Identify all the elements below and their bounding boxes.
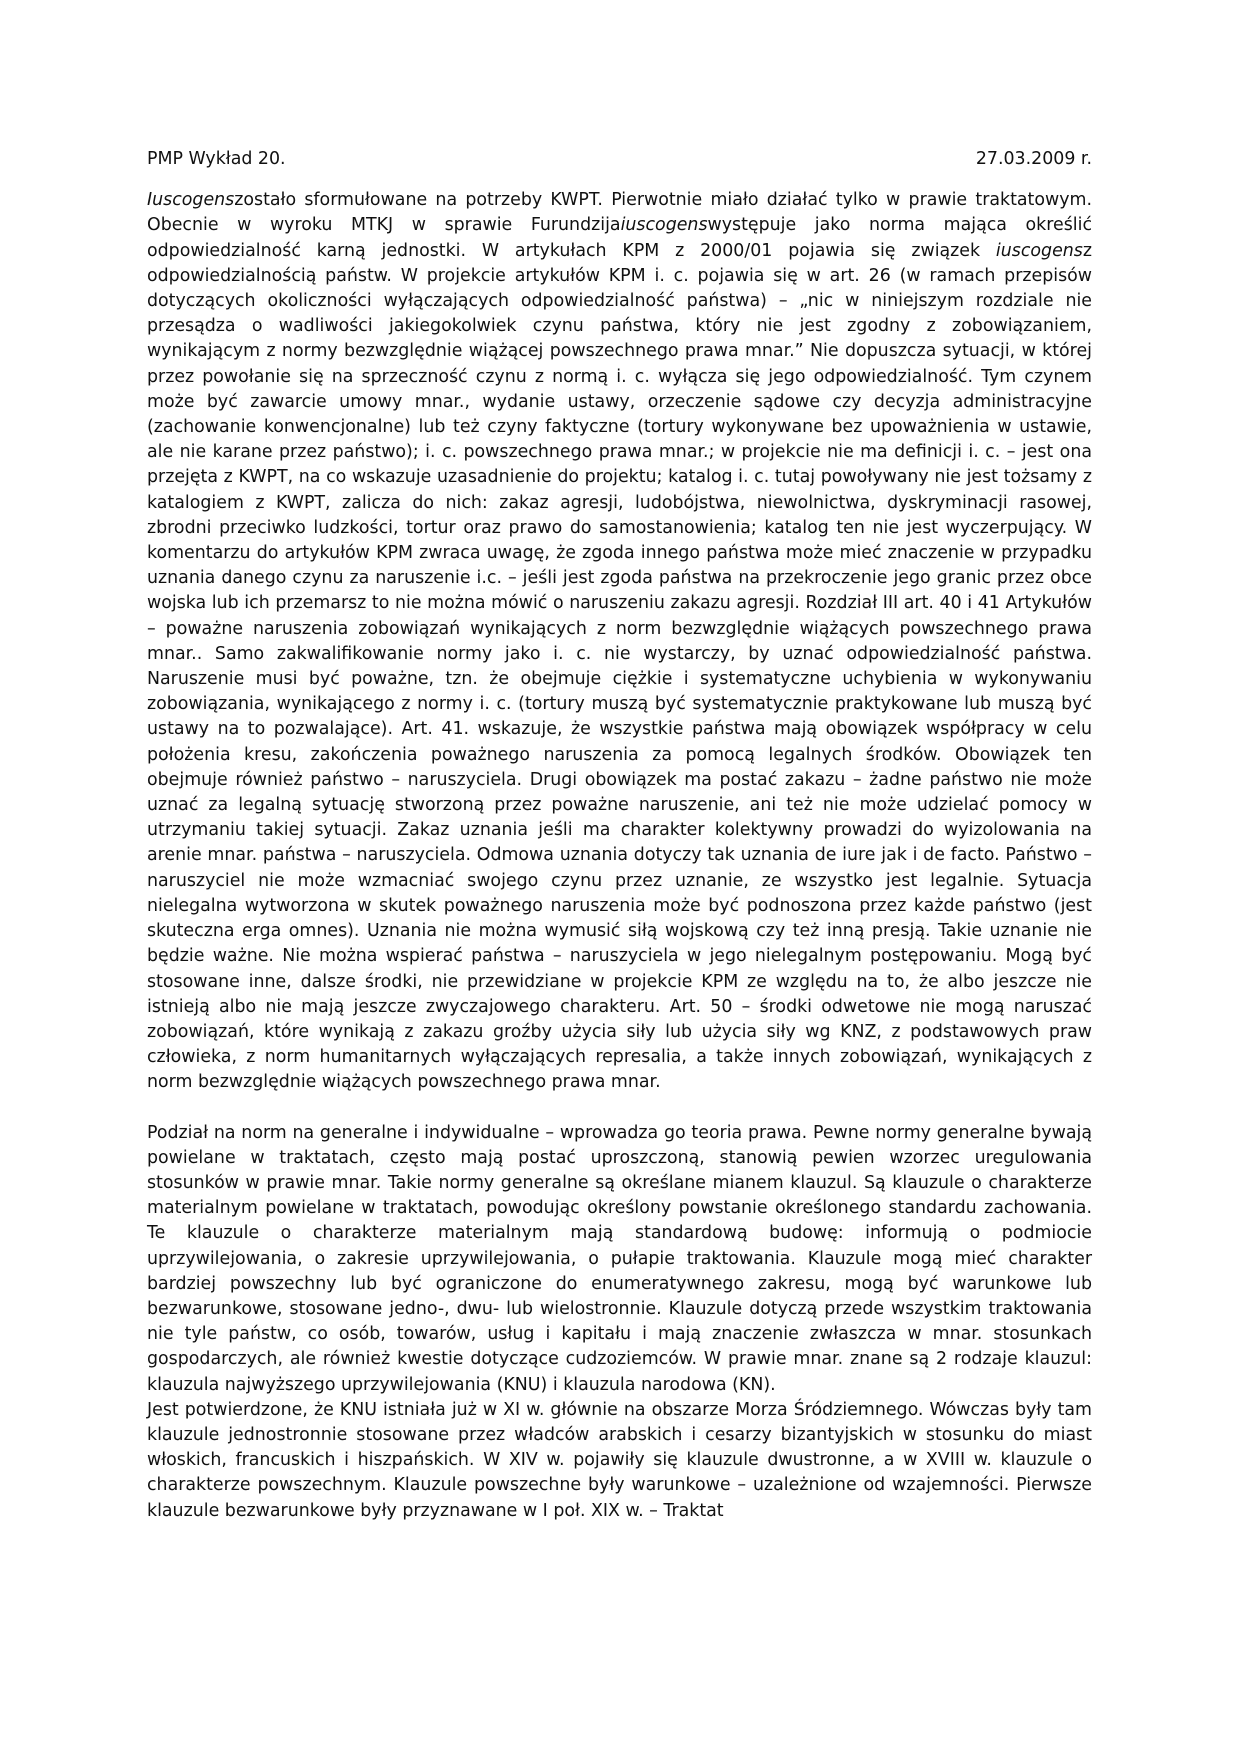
italic-term: iuscogens	[995, 240, 1083, 261]
text-run: Jest potwierdzone, że KNU istniała już w XI w. głównie na obszarze Morza Śródziemnego. Wówczas były tam klauzule jednostronnie stosowane przez władców arabskich i cesarzy bizantyjskich w stosunku do miast włoskich, francuskich i hiszpańskich. W XIV w. pojawiły się klauzule dwustronne, a w XVIII w. klauzule o charakterze powszechnym. Klauzule powszechne były warunkowe – uzależnione od wzajemności. Pierwsze klauzule bezwarunkowe były przyznawane w I poł. XIX w. – Traktat	[147, 1399, 1092, 1521]
lecture-date: 27.03.2009 r.	[975, 149, 1092, 169]
text-run: z odpowiedzialnością państw. W projekcie artykułów KPM i. c. pojawia się w art. 26 (w ramach przepisów dotyczących okoliczności wyłączających odpowiedzialność państwa) – „nic w niniejszym rozdziale nie przesądza o wadliwości jakiegokolwiek czynu państwa, który nie jest zgodny z zobowiązaniem, wynikającym z normy bezwzględnie wiążącej powszechnego prawa mnar.” Nie dopuszcza sytuacji, w której przez powołanie się na sprzeczność czynu z normą i. c. wyłącza się jego odpowiedzialność. Tym czynem może być zawarcie umowy mnar., wydanie ustawy, orzeczenie sądowe czy decyzja administracyjne (zachowanie konwencjonalne) lub też czyny faktyczne (tortury wykonywane bez upoważnienia w ustawie, ale nie karane przez państwo); i. c. powszechnego prawa mnar.; w projekcie nie ma definicji i. c. – jest ona przejęta z KWPT, na co wskazuje uzasadnienie do projektu; katalog i. c. tutaj powoływany nie jest tożsamy z katalogiem z KWPT, zalicza do nich: zakaz agresji, ludobójstwa, niewolnictwa, dyskryminacji rasowej, zbrodni przeciwko ludzkości, tortur oraz prawo do samostanowienia; katalog ten nie jest wyczerpujący. W komentarzu do artykułów KPM zwraca uwagę, że zgoda innego państwa może mieć znaczenie w przypadku uznania danego czynu za naruszenie i.c. – jeśli jest zgoda państwa na przekroczenie jego granic przez obce wojska lub ich przemarsz to nie można mówić o naruszeniu zakazu agresji. Rozdział III art. 40 i 41 Artykułów – poważne naruszenia zobowiązań wynikających z norm bezwzględnie wiążących powszechnego prawa mnar.. Samo zakwalifikowanie normy jako i. c. nie wystarczy, by uznać odpowiedzialność państwa. Naruszenie musi być poważne, tzn. że obejmuje ciężkie i systematyczne uchybienia w wykonywaniu zobowiązania, wynikającego z normy i. c. (tortury muszą być systematycznie praktykowane lub muszą być ustawy na to pozwalające). Art. 41. wskazuje, że wszystkie państwa mają obowiązek współpracy w celu położenia kresu, zakończenia poważnego naruszenia za pomocą legalnych środków. Obowiązek ten obejmuje również państwo – naruszyciela. Drugi obowiązek ma postać zakazu – żadne państwo nie może uznać za legalną sytuację stworzoną przez poważne naruszenie, ani też nie może udzielać pomocy w utrzymaniu takiej sytuacji. Zakaz uznania jeśli ma charakter kolektywny prowadzi do wyizolowania na arenie mnar. państwa – naruszyciela. Odmowa uznania dotyczy tak uznania de iure jak i de facto. Państwo – naruszyciel nie może wzmacniać swojego czynu przez uznanie, ze wszystko jest legalnie. Sytuacja nielegalna wytworzona w skutek poważnego naruszenia może być podnoszona przez każde państwo (jest skuteczna erga omnes). Uznania nie można wymusić siłą wojskową czy też inną presją. Takie uznanie nie będzie ważne. Nie można wspierać państwa – naruszyciela w jego nielegalnym postępowaniu. Mogą być stosowane inne, dalsze środki, nie przewidziane w projekcie KPM ze względu na to, że albo jeszcze nie istnieją albo nie mają jeszcze zwyczajowego charakteru. Art. 50 – środki odwetowe nie mogą naruszać zobowiązań, które wynikają z zakazu groźby użycia siły lub użycia siły wg KNZ, z podstawowych praw człowieka, z norm humanitarnych wyłączających represalia, a także innych zobowiązań, wynikających z norm bezwzględnie wiążących powszechnego prawa mnar.	[147, 240, 1092, 1093]
text-run: występuje jako norma mająca określić odpowiedzialność karną jednostki. W artykułach KPM z 2000/01 pojawia się związek	[147, 215, 1093, 261]
text-run: Podział na norm na generalne i indywidualne – wprowadza go teoria prawa. Pewne normy generalne bywają powielane w traktatach, często mają postać uproszczoną, stanowią pewien wzorzec uregulowania stosunków w prawie mnar. Takie normy generalne są określane mianem klauzul. Są klauzule o charakterze materialnym powielane w traktatach, powodując określony powstanie określonego standardu zachowania. Te klauzule o charakterze materialnym mają standardową budowę: informują o podmiocie uprzywilejowania, o zakresie uprzywilejowania, o pułapie traktowania. Klauzule mogą mieć charakter bardziej powszechny lub być ograniczone do enumeratywnego zakresu, mogą być warunkowe lub bezwarunkowe, stosowane jedno-, dwu- lub wielostronnie. Klauzule dotyczą przede wszystkim traktowania nie tyle państw, co osób, towarów, usług i kapitału i mają znaczenie zwłaszcza w mnar. stosunkach gospodarczych, ale również kwestie dotyczące cudzoziemców. W prawie mnar. znane są 2 rodzaje klauzul: klauzula najwyższego uprzywilejowania (KNU) i klauzula narodowa (KN).	[147, 1122, 1092, 1395]
italic-term: iuscogens	[620, 215, 708, 236]
paragraph-ius-cogens	[147, 188, 1092, 1095]
paragraph-gap	[147, 1096, 1092, 1121]
document-page	[147, 147, 1092, 1524]
paragraph-clauses	[147, 1121, 1092, 1398]
paragraph-knu-history	[147, 1398, 1092, 1524]
document-header	[147, 147, 1092, 172]
italic-term: Iuscogens	[147, 190, 235, 211]
lecture-title: PMP Wykład 20.	[147, 149, 286, 169]
text-run: zostało sformułowane na potrzeby KWPT. Pierwotnie miało działać tylko w prawie traktatowym. Obecnie w wyroku MTKJ w sprawie Furundzija	[147, 190, 1092, 236]
